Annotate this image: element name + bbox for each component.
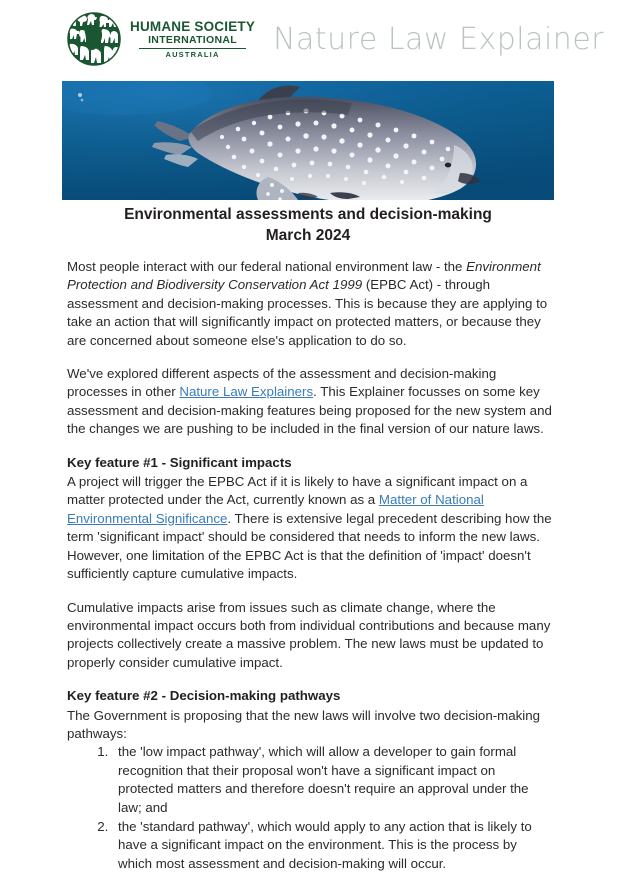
list-item: 1. the 'low impact pathway', which will allow a developer to gain formal recognition that their proposal won't have a significant impact on protected matters and therefore doesn't require an approval under the law; and (112, 743, 553, 817)
explainers-text-part2: . This Explainer focusses on some key assessment and decision-making features being proposed for the new system and the changes we are pushing to be included in the final version of our nature laws. (67, 384, 552, 437)
logo-line-international: INTERNATIONAL (148, 34, 237, 47)
masthead-title: Nature Law Explainer (273, 21, 605, 57)
whale-shark-banner-image (62, 81, 554, 200)
paragraph-key-feature-2-intro: The Government is proposing that the new laws will involve two decision-making pathways: (67, 707, 541, 741)
heading-key-feature-1: Key feature #1 - Significant impacts (67, 454, 292, 470)
kf1-text-part1: A project will trigger the EPBC Act if it is likely to have a significant impact on a matter protected under the Act, currently known as a (67, 474, 528, 508)
hsi-logo-text (130, 20, 255, 59)
heading-key-feature-2: Key feature #2 - Decision-making pathways (67, 688, 341, 704)
intro-text-part2: (EPBC Act) - through assessment and decision-making processes. This is because they are applying to take an action that will significantly impact on protected matters, or because they are concerned about someone else's application to do so. (67, 277, 548, 348)
kf1-text-part2: . There is extensive legal precedent describing how the term 'significant impact' should be considered that needs to inform the new laws. However, one limitation of the EPBC Act is that the definition of 'impact' doesn't sufficiently capture cumulative impacts. (67, 510, 552, 582)
logo-divider (139, 48, 247, 49)
nature-law-explainers-link[interactable]: Nature Law Explainers (179, 384, 314, 400)
intro-text-part1: Most people interact with our federal national environment law - the (67, 259, 467, 274)
act-name-italic: Environment Protection and Biodiversity Conservation Act 1999 (67, 259, 541, 293)
hsi-logo (66, 11, 255, 67)
decision-pathways-list (67, 743, 553, 873)
paragraph-cumulative-impacts: Cumulative impacts arise from issues such as climate change, where the environmental impact occurs both from individual contributions and because many projects collectively create a massive problem. The new laws must be updated to properly consider cumulative impact. (67, 599, 551, 670)
document-body (67, 258, 553, 874)
explainers-text-part1: We've explored different aspects of the assessment and decision-making processes in other (67, 366, 497, 400)
document-header (0, 0, 621, 78)
logo-line-humane-society: HUMANE SOCIETY (130, 18, 256, 34)
globe-animals-icon (66, 11, 122, 67)
page-title-line1: Environmental assessments and decision-making (124, 206, 492, 223)
paragraph-explainers (67, 365, 553, 439)
paragraph-key-feature-1 (67, 473, 553, 583)
page-title (62, 204, 554, 247)
list-item: 2. the 'standard pathway', which would apply to any action that is likely to have a significant impact on the environment. This is the process by which most assessment and decision-making will occur. (112, 818, 553, 873)
logo-line-australia: AUSTRALIA (165, 49, 220, 59)
page-title-line2: March 2024 (265, 227, 351, 245)
paragraph-intro (67, 258, 553, 350)
mnes-link[interactable]: Matter of National Environmental Significance (67, 492, 484, 526)
